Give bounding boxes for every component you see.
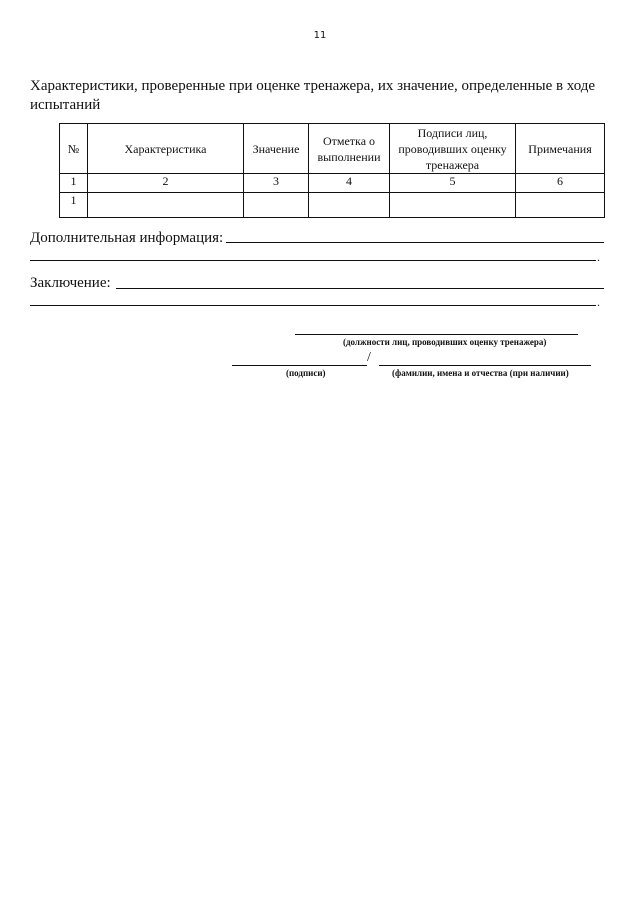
table-header-row [60,124,605,174]
header-signatures: Подписи лиц, проводивших оценку тренажера [390,124,516,174]
evaluation-table [59,123,605,218]
column-number-row [60,174,605,193]
additional-info-line [226,242,604,243]
column-number: 2 [88,174,244,193]
table-cell [516,193,605,218]
page-number: 11 [313,30,327,41]
column-number: 1 [60,174,88,193]
names-line [379,365,591,366]
names-caption: (фамилии, имена и отчества (при наличии) [392,368,569,378]
conclusion-line-2 [30,305,596,306]
table-cell [244,193,309,218]
header-completion-mark: Отметка о выполнении [309,124,390,174]
positions-caption: (должности лиц, проводивших оценку тренажера) [343,337,547,347]
header-notes: Примечания [516,124,605,174]
table-row [60,193,605,218]
conclusion-label: Заключение: [30,275,111,291]
table-cell-number: 1 [60,193,88,218]
additional-info-line-2 [30,260,596,261]
additional-info-end-mark: . [597,250,600,264]
signature-separator: / [367,350,371,365]
signatures-line [232,365,367,366]
signatures-caption: (подписи) [286,368,326,378]
conclusion-line [116,288,604,289]
table-cell [390,193,516,218]
table-cell [309,193,390,218]
column-number: 4 [309,174,390,193]
conclusion-end-mark: . [597,295,600,309]
column-number: 3 [244,174,309,193]
header-value: Значение [244,124,309,174]
header-number: № [60,124,88,174]
column-number: 6 [516,174,605,193]
positions-line [295,334,578,335]
section-heading: Характеристики, проверенные при оценке тренажера, их значение, определенные в ходе испытаний [30,78,596,113]
table-cell [88,193,244,218]
additional-info-label: Дополнительная информация: [30,230,224,246]
header-characteristic: Характеристика [88,124,244,174]
column-number: 5 [390,174,516,193]
